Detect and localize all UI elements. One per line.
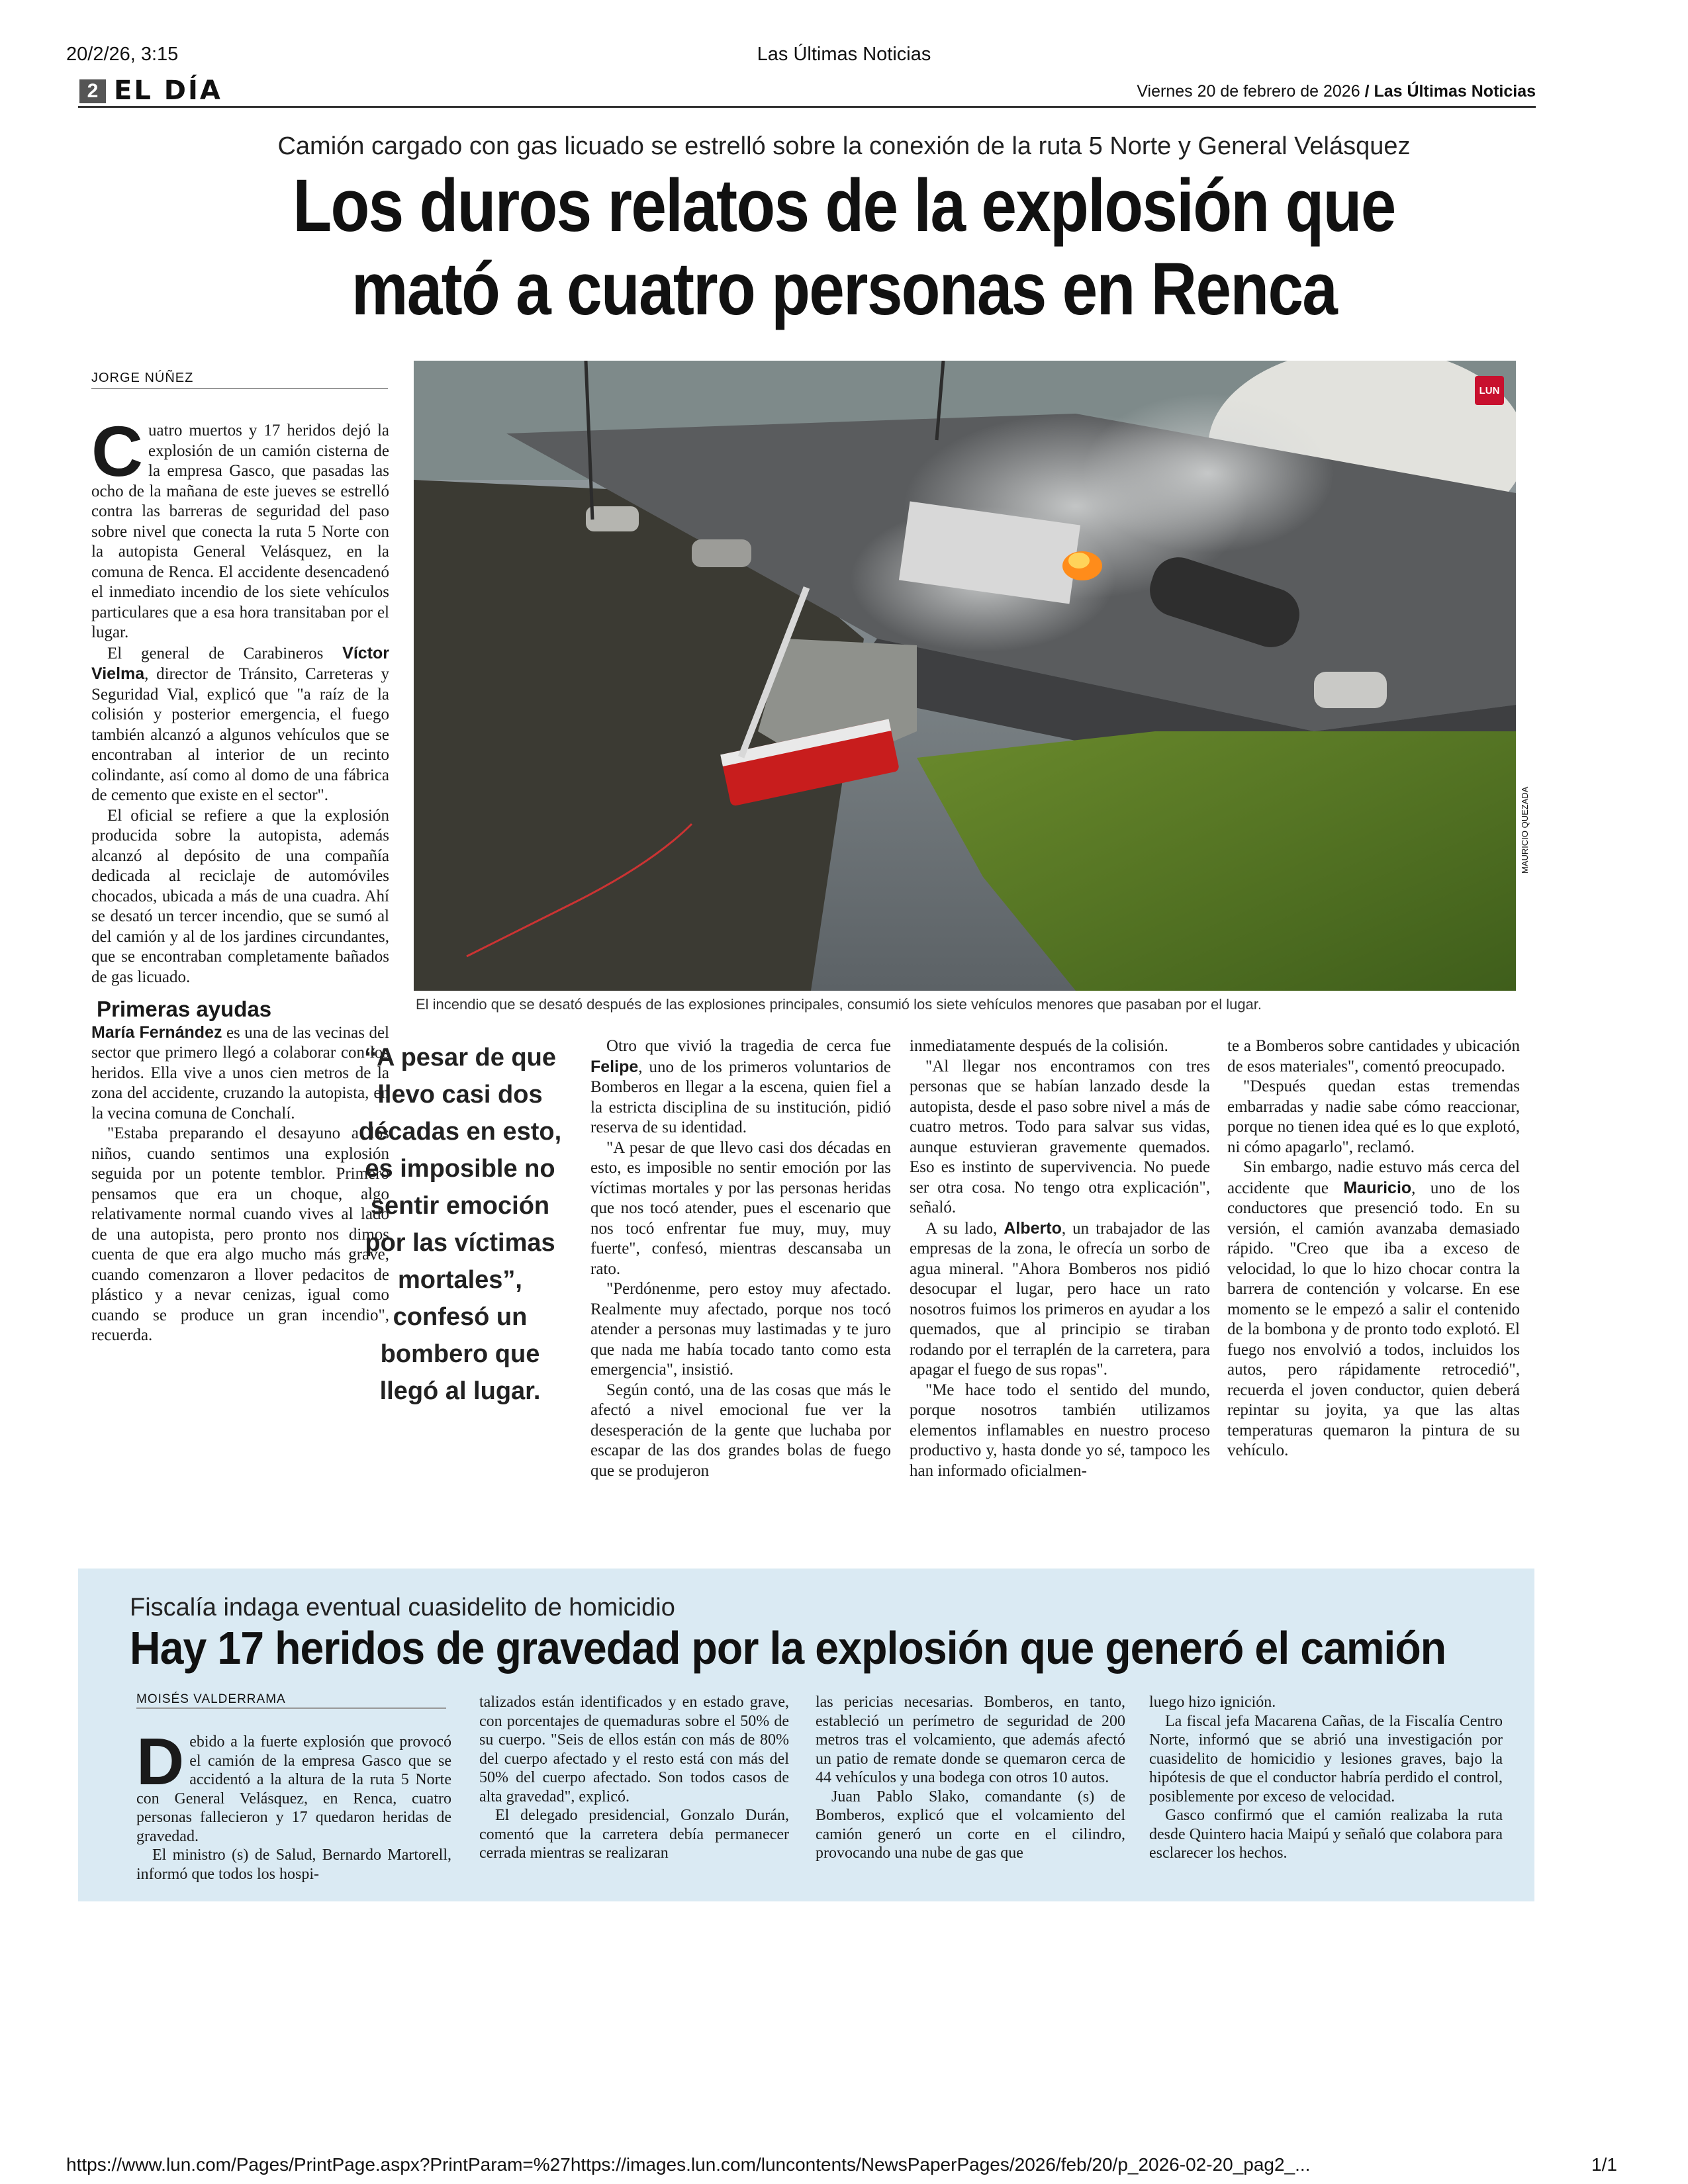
person-name: Alberto <box>1004 1218 1062 1238</box>
paragraph <box>136 1725 451 1846</box>
sidebar-kicker: Fiscalía indaga eventual cuasidelito de homicidio <box>130 1594 675 1621</box>
paragraph: Juan Pablo Slako, comandante (s) de Bomberos, explicó que el volcamiento del camión generó un corte en el cilindro, provocando una nube de gas que <box>816 1788 1125 1862</box>
aerial-fire-illustration <box>414 361 1516 991</box>
paragraph-text: , director de Tránsito, Carreteras y Seguridad Vial, explicó que "a raíz de la colisión y posterior emergencia, el fuego también alcanzó a algunos vehículos que se encontraban al interior de un recinto colindante, así como al domo de una fábrica de cemento que existe en el sector". <box>91 665 389 804</box>
paper-name: Las Últimas Noticias <box>1374 82 1536 101</box>
section-name: EL DÍA <box>114 75 222 106</box>
paragraph-text: ebido a la fuerte explosión que provocó el camión de la empresa Gasco que se accidentó a la altura de la ruta 5 Norte con General Velásquez, en Renca, cuatro personas fallecieron y 17 quedaron heridas de gravedad. <box>136 1733 451 1845</box>
byline-rule <box>91 388 388 389</box>
page-number: 2 <box>79 79 106 103</box>
paragraph-text: El general de Carabineros <box>107 644 343 662</box>
masthead-rule <box>78 106 1536 108</box>
dateline <box>1137 82 1536 101</box>
paragraph: luego hizo ignición. <box>1149 1694 1276 1711</box>
article-kicker: Camión cargado con gas licuado se estrelló sobre la conexión de la ruta 5 Norte y General Velásquez <box>277 132 1411 160</box>
paragraph <box>910 1218 1210 1381</box>
paragraph: Gasco confirmó que el camión realizaba la ruta desde Quintero hacia Maipú y señaló que colabora para esclarecer los hechos. <box>1149 1807 1503 1862</box>
paragraph: inmediatamente después de la colisión. <box>910 1037 1168 1055</box>
article-byline: JORGE NÚÑEZ <box>91 371 194 385</box>
paragraph: Según contó, una de las cosas que más le afectó a nivel emocional fue ver la desesperación de la gente que luchaba por escapar de las dos grandes bolas de fuego que se produjeron <box>590 1381 891 1480</box>
paragraph: "Estaba preparando el desayuno a los niños, cuando sentimos una explosión seguida por un potente temblor. Primero pensamos que era un choque, algo relativamente normal cuando vives al lado de una autopista, pero pronto nos dimos cuenta de que era algo mucho más grave, cuando comenzaron a llover pedacitos de plástico y a nevar cenizas, igual como cuando se produce un gran incendio", recuerda. <box>91 1124 389 1344</box>
paragraph: El oficial se refiere a que la explosión producida sobre la autopista, además alcanzó al depósito de una compañía dedicada al reciclaje de automóviles chocados, ubicada a más de una cuadra. Ahí se desató un tercer incendio, que se sumó al del camión y al de los jardines circundantes, que se encontraban completamente bañados de gas licuado. <box>91 806 389 986</box>
article-column-4 <box>910 1036 1210 1481</box>
lun-logo: LUN <box>1475 376 1504 405</box>
paragraph <box>91 411 389 643</box>
paragraph: "Después quedan estas tremendas embarradas y nadie sabe cómo reaccionar, porque no tienen idea qué es lo que explotó, ni cómo apagarlo", reclamó. <box>1227 1077 1520 1156</box>
print-url[interactable]: https://www.lun.com/Pages/PrintPage.aspx?PrintParam=%27https://images.lun.com/luncontents/NewsPaperPages/2026/feb/20/p_2026-02-20_pag2_... <box>66 2154 1311 2175</box>
paragraph-text: A su lado, <box>925 1219 1004 1238</box>
photo-caption: El incendio que se desató después de las explosiones principales, consumió los siete vehículos menores que pasaban por el lugar. <box>416 996 1262 1013</box>
person-name: Mauricio <box>1343 1178 1412 1197</box>
paragraph-text: , un trabajador de las empresas de la zona, le ofrecía un sorbo de agua mineral. "Ahora Bomberos nos pidió desocupar el lugar, pero hace un rato nosotros fuimos los primeros en ayudar a los quemados, que al principio se tiraban rodando por el terraplén de la carretera, para apagar el fuego de sus ropas". <box>910 1219 1210 1379</box>
paragraph: "A pesar de que llevo casi dos décadas en esto, es imposible no sentir emoción por las víctimas mortales y por las personas heridas que nos tocó atender, pues el escenario que nos tocó enfrentar fue muy, muy, muy fuerte", confesó, mientras descansaba un rato. <box>590 1138 891 1278</box>
paragraph-text: , uno de los primeros voluntarios de Bomberos en llegar a la escena, quien fiel a la estricta disciplina de su institución, pidió reserva de su identidad. <box>590 1058 891 1136</box>
paragraph: "Perdónenme, pero estoy muy afectado. Realmente muy afectado, porque nos tocó atender a personas muy lastimadas y te juro que nada me había tocado tanto como esta emergencia", insistió. <box>590 1280 891 1379</box>
sidebar-column-3 <box>816 1693 1125 1863</box>
dropcap: C <box>91 411 143 491</box>
article-column-1 <box>91 411 389 1346</box>
print-date: 20/2/26, 3:15 <box>66 44 179 65</box>
headline-line-2: mató a cuatro personas en Renca <box>351 248 1337 330</box>
dateline-date: Viernes 20 de febrero de 2026 <box>1137 82 1360 101</box>
person-name: Felipe <box>590 1057 639 1076</box>
photo-credit: MAURICIO QUEZADA <box>1520 786 1530 874</box>
sidebar-byline: MOISÉS VALDERRAMA <box>136 1692 286 1706</box>
paragraph: talizados están identificados y en estado grave, con porcentajes de quemaduras sobre el 50% de su cuerpo. "Seis de ellos están con más de 80% del cuerpo afectado y el resto está con más del 50% del cuerpo afectado. Son todos casos de alta gravedad", explicó. <box>479 1694 789 1805</box>
dropcap: D <box>136 1725 185 1799</box>
sidebar-byline-rule <box>136 1707 446 1709</box>
paragraph-text: uatro muertos y 17 heridos dejó la explosión de un camión cisterna de la empresa Gasco, que pasadas las ocho de la mañana de este jueves se estrelló contra las barreras de seguridad del paso sobre nivel que conecta la ruta 5 Norte con la autopista General Velásquez, en la comuna de Renca. El accidente desencadenó el inmediato incendio de los siete vehículos particulares que a esa hora transitaban por el lugar. <box>91 422 389 641</box>
sidebar-headline: Hay 17 heridos de gravedad por la explosión que generó el camión <box>130 1622 1446 1674</box>
pull-quote: “A pesar de que llevo casi dos décadas en esto, es imposible no sentir emoción por las víctimas mortales”, confesó un bombero que llegó al lugar. <box>358 1044 562 1405</box>
paragraph: El ministro (s) de Salud, Bernardo Martorell, informó que todos los hospi- <box>136 1846 451 1883</box>
paragraph: "Al llegar nos encontramos con tres personas que se habían lanzado desde la autopista, desde el paso sobre nivel a más de cuatro metros. Todo para salvar sus vidas, aunque estuvieran gravemente quemados. Eso es instinto de supervivencia. No puede ser otra cosa. No tengo otra explicación", señaló. <box>910 1057 1210 1216</box>
paragraph-text: Sin embargo, nadie estuvo más cerca del accidente que <box>1227 1158 1520 1197</box>
paragraph <box>91 643 389 806</box>
print-page-count: 1/1 <box>1591 2154 1617 2175</box>
paragraph: te a Bomberos sobre cantidades y ubicación de esos materiales", comentó preocupado. <box>1227 1037 1520 1075</box>
article-column-3 <box>590 1036 891 1481</box>
paragraph: La fiscal jefa Macarena Cañas, de la Fiscalía Centro Norte, informó que se abrió una investigación por cuasidelito de homicidio y lesiones graves, bajo la hipótesis de que el conductor habría perdido el control, posiblemente por exceso de velocidad. <box>1149 1712 1503 1805</box>
paragraph <box>590 1036 891 1138</box>
headline-line-1: Los duros relatos de la explosión que <box>293 164 1395 247</box>
print-title: Las Últimas Noticias <box>757 44 931 65</box>
paragraph: El delegado presidencial, Gonzalo Durán, comentó que la carretera debía permanecer cerrada mientras se realizaran <box>479 1807 789 1862</box>
article-headline <box>204 164 1485 331</box>
paragraph-text: , uno de los conductores que presenció todo. En su versión, el camión avanzaba demasiado rápido. "Creo que iba a exceso de velocidad, lo que lo hizo chocar contra la barrera de contención y volcarse. En ese momento se le empezó a salir el contenido de la bombona y de pronto todo explotó. El fuego nos envolvió a todos, incluidos los autos, pero rápidamente retrocedió", recuerda el joven conductor, quien deberá repintar su joyita, ya que las altas temperaturas quemaron la pintura de su vehículo. <box>1227 1179 1520 1459</box>
person-name: Víctor Vielma <box>91 643 389 683</box>
paragraph: "Me hace todo el sentido del mundo, porque nosotros también utilizamos elementos inflamables en nuestro proceso productivo y, hasta donde yo sé, tampoco les han informado oficialmen- <box>910 1381 1210 1480</box>
dateline-separator: / <box>1364 82 1370 101</box>
aerial-fire-photo <box>414 361 1516 991</box>
subheading: Primeras ayudas <box>97 997 272 1021</box>
paragraph <box>91 1023 389 1124</box>
sidebar-column-2 <box>479 1693 789 1863</box>
paragraph-text: es una de las vecinas del sector que primero llegó a colaborar con los heridos. Ella vive a unos cien metros de la zona del accidente, cruzando la autopista, en la vecina comuna de Conchalí. <box>91 1023 389 1122</box>
article-column-5 <box>1227 1036 1520 1461</box>
sidebar-column-4 <box>1149 1693 1503 1863</box>
sidebar-column-1 <box>136 1725 451 1884</box>
person-name: María Fernández <box>91 1023 222 1042</box>
paragraph-text: Otro que vivió la tragedia de cerca fue <box>606 1037 891 1055</box>
paragraph <box>1227 1158 1520 1461</box>
paragraph: las pericias necesarias. Bomberos, en tanto, estableció un perímetro de seguridad de 200 metros tras el volcamiento, que además afectó un patio de remate donde se quemaron cerca de 44 vehículos y una bodega con otros 10 autos. <box>816 1694 1125 1786</box>
